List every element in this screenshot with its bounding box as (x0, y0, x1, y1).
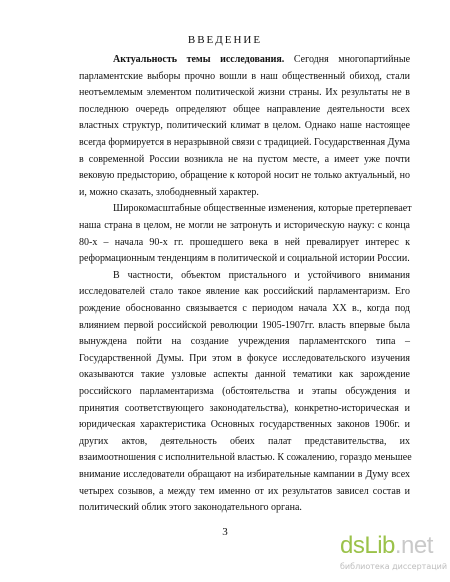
paragraph-line: юридическая характеристика Основных государственных законов 1906г. и (79, 419, 410, 430)
paragraph-line: наша страна в целом, не могли не затронуть и историческую науку: с конца (79, 220, 410, 231)
paragraph-line: рождение обоснованно связывается с периодом начала XX в., когда под (79, 303, 410, 314)
paragraph-line: неотъемлемым элементом политической жизни страны. Их результаты не в (79, 87, 410, 98)
watermark-logo-part2: .net (394, 532, 433, 559)
paragraph-lead-rest: Сегодня многопартийные (293, 54, 411, 65)
section-heading: ВВЕДЕНИЕ (187, 34, 263, 46)
watermark-subtitle: библиотека диссертаций (340, 562, 448, 571)
paragraph-line: оказываются такие узловые аспекты данной тематики как зарождение (79, 369, 410, 380)
paragraph-line: российского парламентаризма (обстоятельства и этапы обсуждения и (79, 386, 410, 397)
paragraph-line: четырех созывов, а между тем именно от их результатов зависел состав и (79, 486, 410, 497)
paragraph-line: реформационным тенденциям в политической и социальной истории России. (79, 253, 410, 264)
paragraph-line: внимание исследователи обращают на избирательные кампании в Думу всех (79, 469, 410, 480)
paragraph-line: Широкомасштабные общественные изменения, которые претерпевает (113, 203, 412, 214)
paragraph-lead-bold: Актуальность темы исследования. (113, 54, 285, 65)
page-number: 3 (222, 526, 228, 538)
watermark[interactable] (340, 532, 448, 580)
paragraph-line: В частности, объектом пристального и устойчивого внимания (113, 270, 410, 281)
watermark-logo (340, 532, 433, 560)
paragraph-line: 80-х – начала 90-х гг. прошедшего века в ней превалирует интерес к (79, 237, 410, 248)
paragraph-line: властных структур, политический климат в целом. Однако наше настоящее (79, 120, 410, 131)
paragraph-line: исследователей стало такое явление как российский парламентаризм. Его (79, 286, 410, 297)
paragraph-line (113, 54, 410, 66)
paragraph-line: всегда формируется в неразрывной связи с традицией. Государственная Дума (79, 137, 410, 148)
paragraph-line: парламентские выборы прочно вошли в наш общественный обиход, стали (79, 71, 410, 82)
paragraph-line: взаимоотношения с исполнительной властью. К сожалению, гораздо меньшее (79, 452, 412, 463)
watermark-logo-part1: dsLib (340, 532, 395, 559)
paragraph-line: других актов, деятельность обеих палат представительства, их (79, 436, 410, 447)
paragraph-line: и, можно сказать, злободневный характер. (79, 187, 259, 198)
paragraph-line: вековую предысторию, обращение к которой носит не только актуальный, но (79, 170, 410, 181)
paragraph-line: последнюю очередь определяют общее направление деятельности всех (79, 104, 410, 115)
paragraph-line: влиянием первой российской революции 1905-1907гг. власть впервые была (79, 320, 410, 331)
paragraph-line: в современной России возникла не на пустом месте, а имеет уже почти (79, 154, 410, 165)
paragraph-line: Государственной Думы. При этом в фокусе исследовательского изучения (79, 353, 410, 364)
paragraph-line: вынуждена пойти на создание учреждения парламентского типа – (79, 336, 410, 347)
paragraph-line: принятия соответствующего законодательства), конкретно-историческая и (79, 403, 410, 414)
paragraph-line: политический облик этого законодательного органа. (79, 502, 302, 513)
